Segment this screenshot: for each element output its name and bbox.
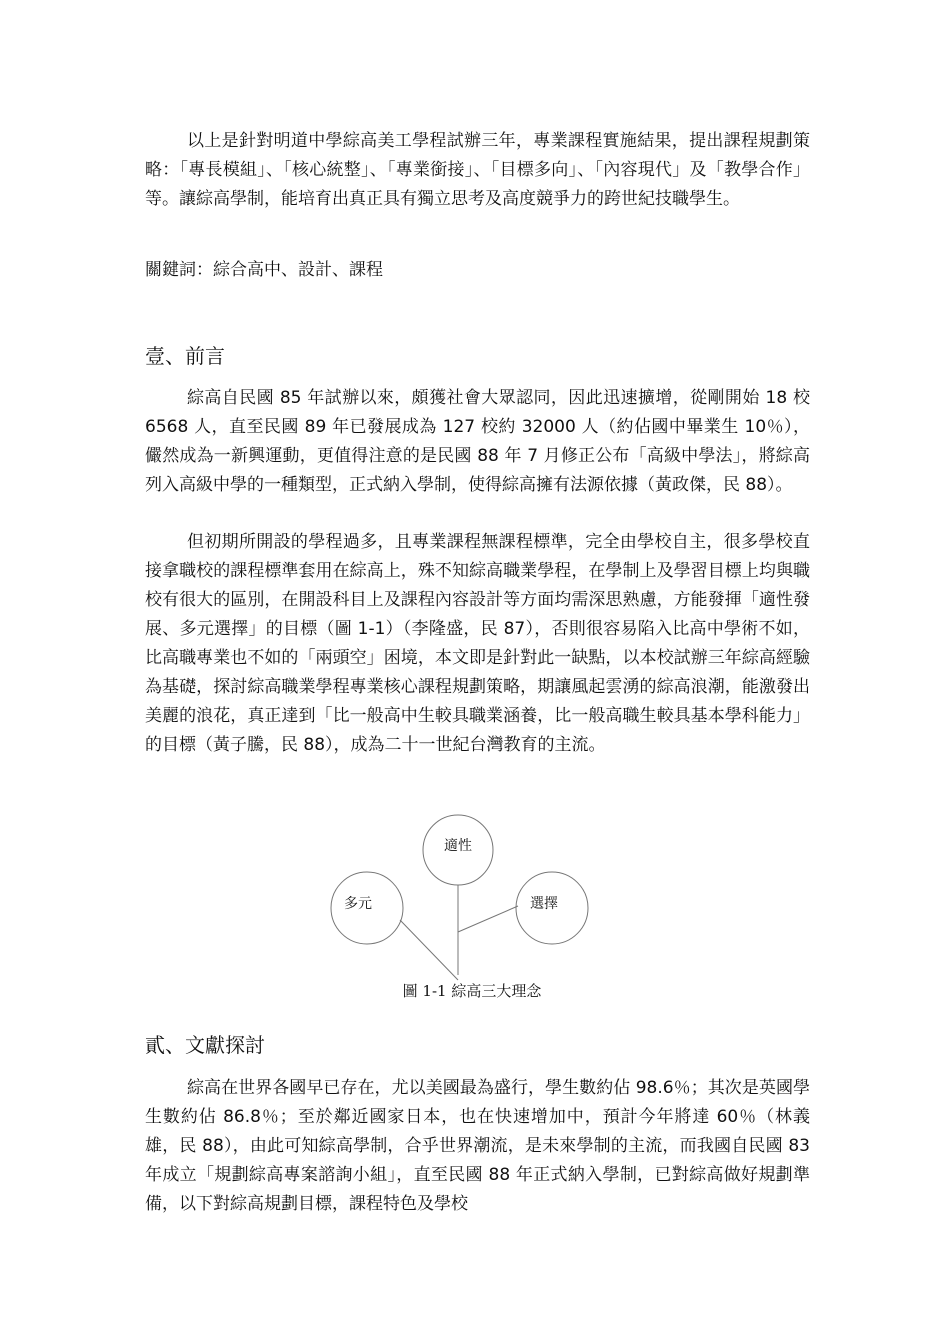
circle-label-left: 多元 [344,896,372,912]
literature-review-paragraph-1: 綜高在世界各國早已存在，尤以美國最為盛行，學生數約佔 98.6％；其次是英國學生數約佔 86.8％；至於鄰近國家日本，也在快速增加中，預計今年將達 60％（林義雄，民 88），由此可知綜高學制，合乎世界潮流，是未來學制的主流，而我國自民國 83 年成立「規劃綜高專案諮詢小組」，直至民國 88 年正式納入學制，已對綜高做好規劃準備，以下對綜高規劃目標，課程特色及學校 [145,1078,810,1214]
introduction-paragraph-1: 綜高自民國 85 年試辦以來，頗獲社會大眾認同，因此迅速擴增，從剛開始 18 校 6568 人，直至民國 89 年已發展成為 127 校約 32000 人（約佔國中畢業生 10％），儼然成為一新興運動，更值得注意的是民國 88 年 7 月修正公布「高級中學法」，將綜高列入高級中學的一種類型，正式納入學制，使得綜高擁有法源依據（黃政傑，民 88）。 [145,388,810,495]
figure-1-1 [300,810,640,1010]
abstract-conclusion-paragraph: 以上是針對明道中學綜高美工學程試辦三年，專業課程實施結果，提出課程規劃策略：「專長模組」、「核心統整」、「專業銜接」、「目標多向」、「內容現代」及「教學合作」等。讓綜高學制，能培育出真正具有獨立思考及高度競爭力的跨世紀技職學生。 [145,131,810,209]
circle-label-right: 選擇 [530,896,558,912]
connector-left [400,920,458,980]
section-heading-introduction: 壹、前言 [145,344,225,368]
introduction-paragraph-2: 但初期所開設的學程過多，且專業課程無課程標準，完全由學校自主，很多學校直接拿職校的課程標準套用在綜高上，殊不知綜高職業學程，在學制上及學習目標上均與職校有很大的區別，在開設科目上及課程內容設計等方面均需深思熟慮，方能發揮「適性發展、多元選擇」的目標（圖 1-1）（李隆盛，民 87），否則很容易陷入比高中學術不如，比高職專業也不如的「兩頭空」困境，本文即是針對此一缺點，以本校試辦三年綜高經驗為基礎，探討綜高職業學程專業核心課程規劃策略，期讓風起雲湧的綜高浪潮，能激發出美麗的浪花，真正達到「比一般高中生較具職業涵養，比一般高職生較具基本學科能力」的目標（黃子騰，民 88），成為二十一世紀台灣教育的主流。 [145,532,810,755]
keywords-line: 關鍵詞：綜合高中、設計、課程 [145,260,383,280]
section-heading-literature-review: 貳、文獻探討 [145,1033,265,1057]
figure-caption: 圖 1-1 綜高三大理念 [402,982,542,1000]
circle-label-top: 適性 [444,838,472,854]
connector-right [458,906,518,932]
